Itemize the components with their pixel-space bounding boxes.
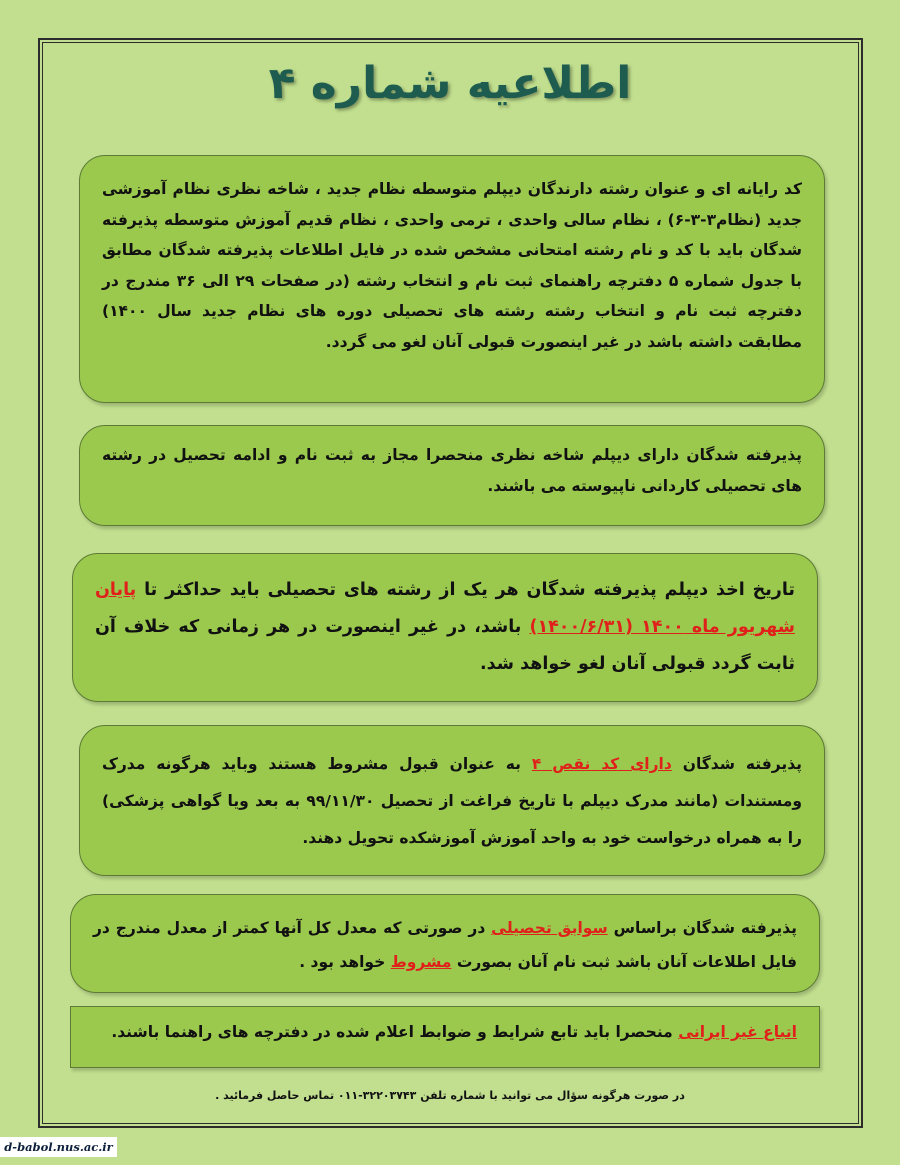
announcement-title: اطلاعیه شماره ۴ <box>268 58 632 109</box>
contact-footer: در صورت هرگونه سؤال می توانید با شماره تلفن ۳۲۲۰۳۷۴۳-۰۱۱ تماس حاصل فرمائید . <box>215 1089 685 1102</box>
notice-box-foreign-nationals <box>70 1006 820 1068</box>
notice-text-part: در صورتی که معدل کل آنها کمتر از معدل مندرج در فایل اطلاعات آنان باشد ثبت نام آنان بصورت <box>93 919 797 971</box>
site-watermark: d-babol.nus.ac.ir <box>0 1137 117 1157</box>
notice-text-part: پذیرفته شدگان <box>682 755 802 773</box>
notice-text <box>93 911 797 979</box>
deficiency-code-highlight: دارای کد نقص ۴ <box>531 755 672 773</box>
notice-text-part: خواهد بود . <box>299 953 386 971</box>
notice-box-diploma-deadline <box>72 553 818 702</box>
notice-text-part: منحصرا باید تابع شرایط و ضوابط اعلام شده در دفترچه های راهنما باشند. <box>111 1023 673 1041</box>
notice-box-deficiency-code <box>79 725 825 876</box>
notice-text: کد رایانه ای و عنوان رشته دارندگان دیپلم متوسطه نظام جدید ، شاخه نظری نظام آموزشی جدید (نظام۳-۳-۶) ، نظام سالی واحدی ، ترمی واحدی ، نظام قدیم آموزش متوسطه پذیرفته شدگان باید با کد و نام رشته امتحانی مشخص شده در فایل اطلاعات پذیرفته شدگان مطابق با جدول شماره ۵ دفترچه راهنمای ثبت نام و انتخاب رشته (در صفحات ۲۹ الی ۳۶ مندرج در دفترچه ثبت نام و انتخاب رشته رشته های تحصیلی دوره های نظام جدید سال ۱۴۰۰) مطابقت داشته باشد در غیر اینصورت قبولی آنان لغو می گردد. <box>102 180 802 351</box>
notice-box-theoretical-diploma <box>79 425 825 526</box>
notice-text-part: پذیرفته شدگان براساس <box>613 919 797 937</box>
foreign-nationals-highlight: اتباع غیر ایرانی <box>678 1023 797 1041</box>
deadline-highlight: پایان شهریور ماه ۱۴۰۰ (۱۴۰۰/۶/۳۱) <box>95 580 796 637</box>
notice-text-part: باشد، در غیر اینصورت در هر زمانی که خلاف آن ثابت گردد قبولی آنان لغو خواهد شد. <box>95 617 795 674</box>
conditional-highlight: مشروط <box>390 953 452 971</box>
notice-box-field-code <box>79 155 825 403</box>
notice-text <box>95 572 795 683</box>
notice-text-part: تاریخ اخذ دیپلم پذیرفته شدگان هر یک از رشته های تحصیلی باید حداکثر تا <box>144 580 796 600</box>
notice-box-academic-record <box>70 894 820 993</box>
notice-text-part: به عنوان قبول مشروط هستند وباید هرگونه مدرک ومستندات (مانند مدرک دیپلم با تاریخ فراغت از تحصیل ۹۹/۱۱/۳۰ به بعد ویا گواهی پزشکی) را به همراه درخواست خود به واحد آموزش آموزشکده تحویل دهند. <box>102 755 802 847</box>
notice-text: پذیرفته شدگان دارای دیپلم شاخه نظری منحصرا مجاز به ثبت نام و ادامه تحصیل در رشته های تحصیلی کاردانی ناپیوسته می باشند. <box>102 446 802 495</box>
academic-record-highlight: سوابق تحصیلی <box>491 919 608 937</box>
notice-text <box>93 1017 797 1047</box>
notice-text <box>102 746 802 857</box>
